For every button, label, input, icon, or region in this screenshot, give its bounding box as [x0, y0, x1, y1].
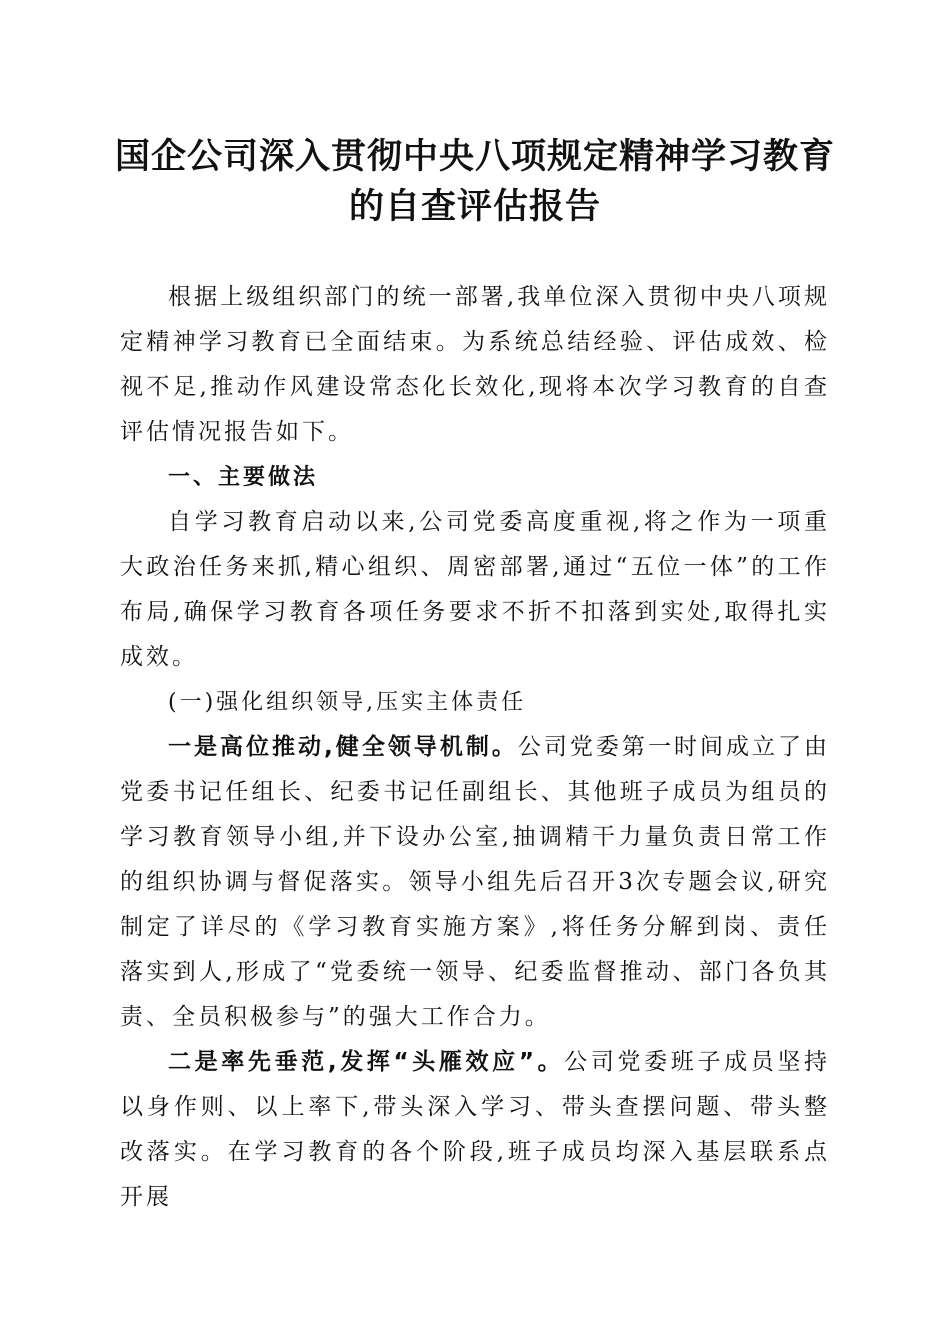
- title-line-2: 的自查评估报告: [348, 186, 601, 227]
- point-paragraph-1: [120, 725, 830, 1040]
- title-line-1: 国企公司深入贯彻中央八项规定精神学习教育: [114, 136, 835, 177]
- point-2-text: 公司党委班子成员坚持以身作则、以上率下,带头深入学习、带头查摆问题、带头整改落实。在学习教育的各个阶段,班子成员均深入基层联系点开展: [120, 1049, 830, 1210]
- point-1-lead: 一是高位推动,健全领导机制。: [168, 734, 518, 760]
- section-paragraph: 自学习教育启动以来,公司党委高度重视,将之作为一项重大政治任务来抓,精心组织、周密部署,通过“五位一体”的工作布局,确保学习教育各项任务要求不折不扣落到实处,取得扎实成效。: [120, 509, 830, 670]
- document-body: [120, 275, 830, 1220]
- point-paragraph-2: [120, 1040, 830, 1220]
- point-1-text: 公司党委第一时间成立了由党委书记任组长、纪委书记任副组长、其他班子成员为组员的学习教育领导小组,并下设办公室,抽调精干力量负责日常工作的组织协调与督促落实。领导小组先后召开3次专题会议,研究制定了详尽的《学习教育实施方案》,将任务分解到岗、责任落实到人,形成了“党委统一领导、纪委监督推动、部门各负其责、全员积极参与”的强大工作合力。: [120, 734, 831, 1030]
- section-heading-main-practices: 一、主要做法: [168, 465, 319, 490]
- subsection-heading: (一)强化组织领导,压实主体责任: [168, 690, 527, 715]
- document-title: [90, 132, 860, 232]
- point-2-lead: 二是率先垂范,发挥“头雁效应”。: [168, 1049, 565, 1075]
- intro-paragraph: 根据上级组织部门的统一部署,我单位深入贯彻中央八项规定精神学习教育已全面结束。为系统总结经验、评估成效、检视不足,推动作风建设常态化长效化,现将本次学习教育的自查评估情况报告如下。: [120, 284, 830, 445]
